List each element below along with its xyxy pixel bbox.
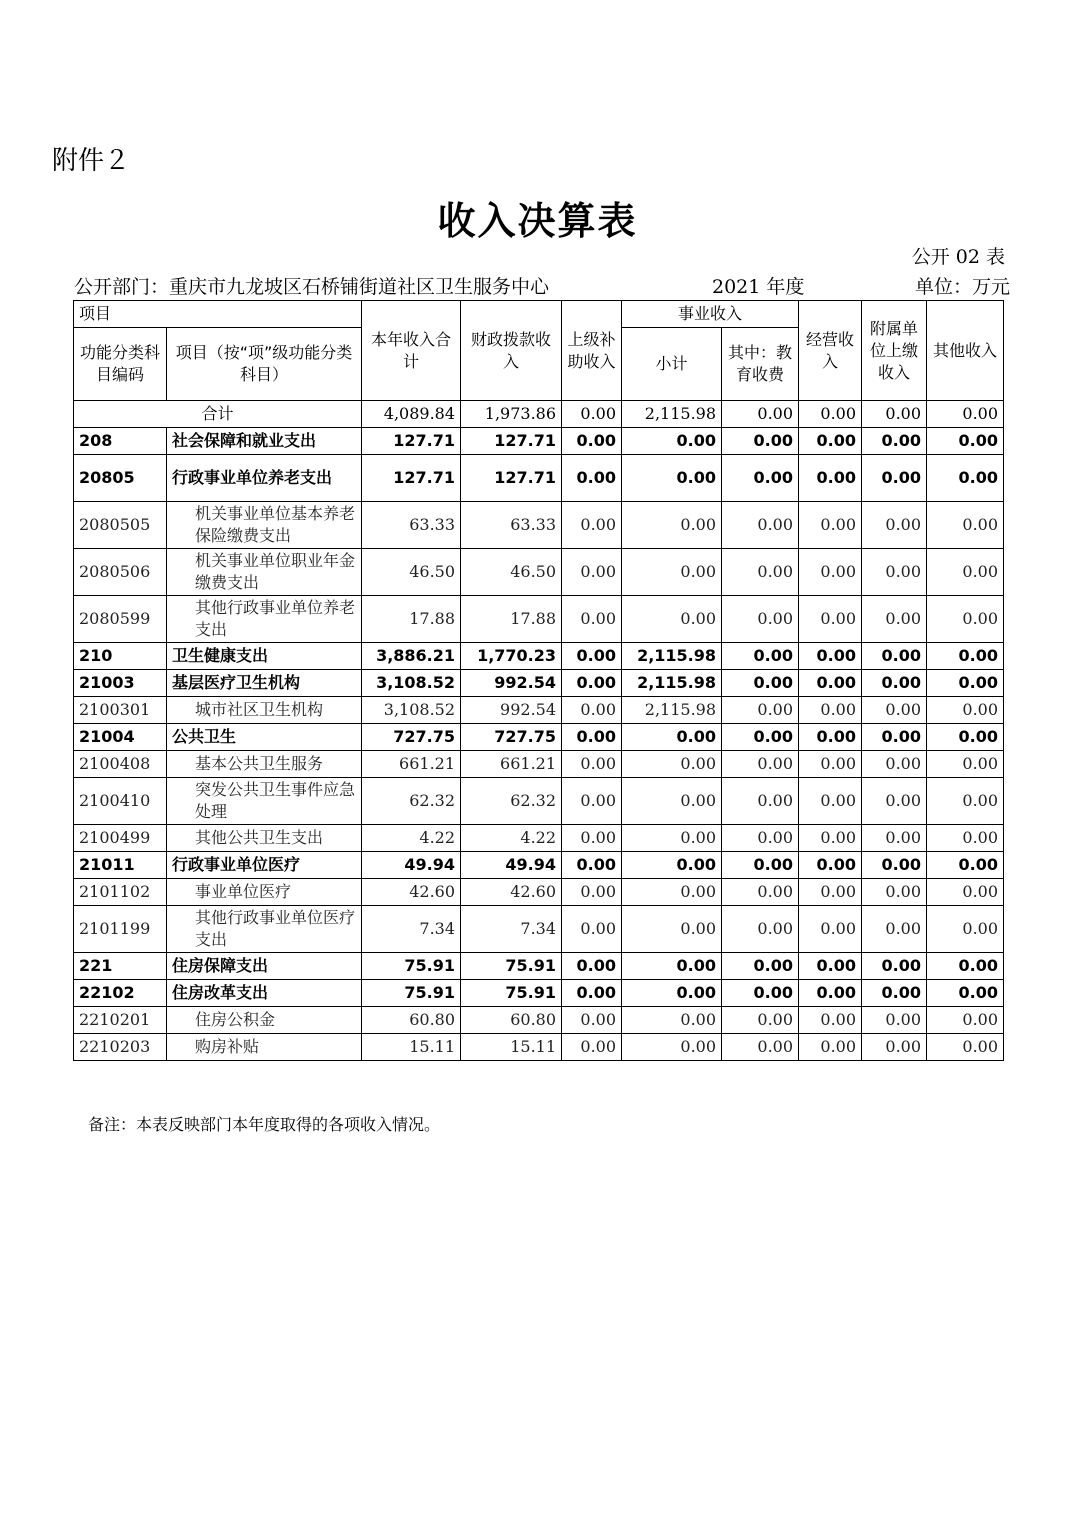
cell-business-subtotal: 0.00 [622,852,722,879]
cell-superior: 0.00 [562,953,622,980]
cell-superior: 0.00 [562,549,622,596]
cell-superior: 0.00 [562,825,622,852]
table-row [74,697,1004,724]
row-name: 其他行政事业单位养老支出 [167,596,362,643]
cell-other: 0.00 [927,1034,1004,1061]
row-code: 20805 [74,455,167,502]
cell-business-subtotal: 0.00 [622,879,722,906]
header-edu: 其中：教育收费 [722,328,799,401]
header-fiscal: 财政拨款收入 [461,301,562,401]
cell-fiscal: 60.80 [461,1007,562,1034]
table-row [74,825,1004,852]
row-name: 基层医疗卫生机构 [167,670,362,697]
cell-superior: 0.00 [562,852,622,879]
row-code: 2210203 [74,1034,167,1061]
cell-fiscal: 127.71 [461,455,562,502]
table-row [74,1034,1004,1061]
header-business: 事业收入 [622,301,799,328]
year-label: 2021 年度 [712,276,805,298]
cell-total: 4,089.84 [362,401,461,428]
row-code: 2100410 [74,778,167,825]
cell-superior: 0.00 [562,455,622,502]
row-name: 社会保障和就业支出 [167,428,362,455]
table-row [74,879,1004,906]
cell-business-subtotal: 2,115.98 [622,401,722,428]
cell-operating: 0.00 [799,906,862,953]
cell-business-subtotal: 0.00 [622,724,722,751]
cell-fiscal: 49.94 [461,852,562,879]
cell-other: 0.00 [927,697,1004,724]
row-code: 21011 [74,852,167,879]
cell-edu: 0.00 [722,697,799,724]
cell-edu: 0.00 [722,643,799,670]
cell-total: 127.71 [362,455,461,502]
cell-total: 727.75 [362,724,461,751]
cell-edu: 0.00 [722,596,799,643]
row-name: 机关事业单位职业年金缴费支出 [167,549,362,596]
cell-operating: 0.00 [799,670,862,697]
cell-fiscal: 992.54 [461,697,562,724]
row-name: 突发公共卫生事件应急处理 [167,778,362,825]
cell-fiscal: 75.91 [461,980,562,1007]
row-code: 2080506 [74,549,167,596]
header-total: 本年收入合计 [362,301,461,401]
cell-superior: 0.00 [562,906,622,953]
cell-fiscal: 62.32 [461,778,562,825]
footnote: 备注：本表反映部门本年度取得的各项收入情况。 [88,1115,441,1134]
cell-edu: 0.00 [722,751,799,778]
cell-edu: 0.00 [722,1034,799,1061]
cell-edu: 0.00 [722,455,799,502]
cell-affiliated: 0.00 [862,670,927,697]
cell-fiscal: 15.11 [461,1034,562,1061]
cell-business-subtotal: 2,115.98 [622,643,722,670]
cell-other: 0.00 [927,401,1004,428]
unit-label: 单位：万元 [914,276,1010,298]
header-name: 项目（按“项”级功能分类科目） [167,328,362,401]
cell-fiscal: 1,973.86 [461,401,562,428]
cell-business-subtotal: 2,115.98 [622,697,722,724]
row-code: 210 [74,643,167,670]
table-row [74,953,1004,980]
row-name: 公共卫生 [167,724,362,751]
cell-other: 0.00 [927,953,1004,980]
cell-affiliated: 0.00 [862,697,927,724]
cell-operating: 0.00 [799,1034,862,1061]
cell-fiscal: 4.22 [461,825,562,852]
cell-affiliated: 0.00 [862,953,927,980]
cell-affiliated: 0.00 [862,751,927,778]
row-code: 21003 [74,670,167,697]
cell-other: 0.00 [927,455,1004,502]
cell-operating: 0.00 [799,455,862,502]
cell-affiliated: 0.00 [862,596,927,643]
row-code: 21004 [74,724,167,751]
table-row [74,401,1004,428]
cell-fiscal: 75.91 [461,953,562,980]
cell-operating: 0.00 [799,549,862,596]
cell-business-subtotal: 0.00 [622,953,722,980]
cell-affiliated: 0.00 [862,428,927,455]
header-other: 其他收入 [927,301,1004,401]
row-name: 卫生健康支出 [167,643,362,670]
row-name: 事业单位医疗 [167,879,362,906]
row-name: 行政事业单位医疗 [167,852,362,879]
row-code: 208 [74,428,167,455]
cell-total: 7.34 [362,906,461,953]
cell-business-subtotal: 0.00 [622,778,722,825]
cell-fiscal: 661.21 [461,751,562,778]
row-name: 购房补贴 [167,1034,362,1061]
cell-superior: 0.00 [562,778,622,825]
cell-total: 46.50 [362,549,461,596]
cell-edu: 0.00 [722,906,799,953]
cell-superior: 0.00 [562,879,622,906]
cell-operating: 0.00 [799,879,862,906]
cell-operating: 0.00 [799,852,862,879]
cell-superior: 0.00 [562,1034,622,1061]
cell-other: 0.00 [927,879,1004,906]
table-body [74,401,1004,1061]
cell-total: 3,886.21 [362,643,461,670]
cell-total: 4.22 [362,825,461,852]
row-name: 城市社区卫生机构 [167,697,362,724]
row-code: 2101102 [74,879,167,906]
cell-edu: 0.00 [722,428,799,455]
cell-other: 0.00 [927,825,1004,852]
row-code: 2101199 [74,906,167,953]
cell-affiliated: 0.00 [862,1007,927,1034]
row-name: 其他行政事业单位医疗支出 [167,906,362,953]
table-row [74,596,1004,643]
cell-superior: 0.00 [562,670,622,697]
table-row [74,724,1004,751]
cell-total: 75.91 [362,953,461,980]
cell-affiliated: 0.00 [862,643,927,670]
cell-affiliated: 0.00 [862,549,927,596]
cell-business-subtotal: 0.00 [622,502,722,549]
cell-business-subtotal: 0.00 [622,825,722,852]
cell-business-subtotal: 0.00 [622,428,722,455]
header-affiliated: 附属单位上缴收入 [862,301,927,401]
form-code: 公开 02 表 [911,246,1005,268]
cell-total: 63.33 [362,502,461,549]
row-name: 住房公积金 [167,1007,362,1034]
cell-affiliated: 0.00 [862,455,927,502]
cell-fiscal: 1,770.23 [461,643,562,670]
cell-fiscal: 727.75 [461,724,562,751]
cell-business-subtotal: 0.00 [622,980,722,1007]
cell-business-subtotal: 0.00 [622,906,722,953]
cell-total: 661.21 [362,751,461,778]
cell-total: 127.71 [362,428,461,455]
cell-edu: 0.00 [722,778,799,825]
table-row [74,428,1004,455]
cell-affiliated: 0.00 [862,980,927,1007]
table-row [74,549,1004,596]
cell-superior: 0.00 [562,596,622,643]
cell-total: 3,108.52 [362,697,461,724]
cell-fiscal: 7.34 [461,906,562,953]
cell-business-subtotal: 0.00 [622,1007,722,1034]
cell-other: 0.00 [927,596,1004,643]
header-operating: 经营收入 [799,301,862,401]
table-row [74,670,1004,697]
cell-fiscal: 992.54 [461,670,562,697]
row-name: 基本公共卫生服务 [167,751,362,778]
cell-superior: 0.00 [562,980,622,1007]
cell-operating: 0.00 [799,643,862,670]
header-superior: 上级补助收入 [562,301,622,401]
cell-affiliated: 0.00 [862,1034,927,1061]
row-code: 2100499 [74,825,167,852]
row-code: 2100301 [74,697,167,724]
attachment-label: 附件２ [52,146,131,176]
cell-operating: 0.00 [799,751,862,778]
cell-business-subtotal: 0.00 [622,549,722,596]
cell-edu: 0.00 [722,724,799,751]
cell-edu: 0.00 [722,825,799,852]
cell-other: 0.00 [927,778,1004,825]
cell-affiliated: 0.00 [862,401,927,428]
row-code: 22102 [74,980,167,1007]
cell-operating: 0.00 [799,825,862,852]
cell-other: 0.00 [927,724,1004,751]
cell-total: 49.94 [362,852,461,879]
table-row [74,980,1004,1007]
row-name: 机关事业单位基本养老保险缴费支出 [167,502,362,549]
cell-total: 42.60 [362,879,461,906]
table-row [74,455,1004,502]
cell-edu: 0.00 [722,502,799,549]
cell-other: 0.00 [927,643,1004,670]
cell-operating: 0.00 [799,1007,862,1034]
header-project: 项目 [74,301,362,328]
table-row [74,751,1004,778]
cell-total: 3,108.52 [362,670,461,697]
table-row [74,852,1004,879]
cell-total: 17.88 [362,596,461,643]
table-row [74,1007,1004,1034]
row-code: 2100408 [74,751,167,778]
cell-edu: 0.00 [722,980,799,1007]
cell-total: 75.91 [362,980,461,1007]
page-title: 收入决算表 [437,198,638,243]
cell-other: 0.00 [927,980,1004,1007]
cell-business-subtotal: 0.00 [622,596,722,643]
cell-affiliated: 0.00 [862,724,927,751]
cell-operating: 0.00 [799,697,862,724]
cell-fiscal: 42.60 [461,879,562,906]
cell-superior: 0.00 [562,502,622,549]
cell-superior: 0.00 [562,1007,622,1034]
cell-affiliated: 0.00 [862,502,927,549]
cell-operating: 0.00 [799,428,862,455]
cell-affiliated: 0.00 [862,778,927,825]
row-code: 2080599 [74,596,167,643]
cell-affiliated: 0.00 [862,879,927,906]
cell-total: 15.11 [362,1034,461,1061]
row-name: 住房保障支出 [167,953,362,980]
cell-fiscal: 127.71 [461,428,562,455]
cell-operating: 0.00 [799,502,862,549]
cell-superior: 0.00 [562,697,622,724]
row-code: 2210201 [74,1007,167,1034]
cell-operating: 0.00 [799,953,862,980]
cell-edu: 0.00 [722,401,799,428]
row-name: 住房改革支出 [167,980,362,1007]
header-subtotal: 小计 [622,328,722,401]
cell-total: 62.32 [362,778,461,825]
income-table [73,300,1004,1061]
cell-operating: 0.00 [799,980,862,1007]
department-label: 公开部门：重庆市九龙坡区石桥铺街道社区卫生服务中心 [74,276,550,298]
cell-other: 0.00 [927,502,1004,549]
cell-affiliated: 0.00 [862,852,927,879]
row-code: 2080505 [74,502,167,549]
cell-edu: 0.00 [722,879,799,906]
cell-other: 0.00 [927,549,1004,596]
cell-operating: 0.00 [799,596,862,643]
cell-other: 0.00 [927,852,1004,879]
table-row [74,643,1004,670]
meta-line [74,272,1010,300]
cell-edu: 0.00 [722,670,799,697]
cell-superior: 0.00 [562,751,622,778]
cell-total: 60.80 [362,1007,461,1034]
cell-fiscal: 46.50 [461,549,562,596]
cell-edu: 0.00 [722,953,799,980]
cell-fiscal: 17.88 [461,596,562,643]
cell-other: 0.00 [927,1007,1004,1034]
row-name: 合计 [74,401,362,428]
cell-operating: 0.00 [799,724,862,751]
cell-other: 0.00 [927,670,1004,697]
header-code: 功能分类科目编码 [74,328,167,401]
cell-business-subtotal: 0.00 [622,751,722,778]
table-row [74,778,1004,825]
cell-business-subtotal: 0.00 [622,455,722,502]
cell-operating: 0.00 [799,401,862,428]
cell-edu: 0.00 [722,1007,799,1034]
cell-other: 0.00 [927,428,1004,455]
cell-other: 0.00 [927,906,1004,953]
cell-operating: 0.00 [799,778,862,825]
cell-edu: 0.00 [722,549,799,596]
cell-superior: 0.00 [562,643,622,670]
cell-business-subtotal: 0.00 [622,1034,722,1061]
cell-affiliated: 0.00 [862,906,927,953]
cell-fiscal: 63.33 [461,502,562,549]
table-row [74,906,1004,953]
cell-other: 0.00 [927,751,1004,778]
table-row [74,502,1004,549]
cell-superior: 0.00 [562,428,622,455]
cell-superior: 0.00 [562,401,622,428]
cell-affiliated: 0.00 [862,825,927,852]
cell-superior: 0.00 [562,724,622,751]
row-name: 其他公共卫生支出 [167,825,362,852]
cell-business-subtotal: 2,115.98 [622,670,722,697]
row-code: 221 [74,953,167,980]
row-name: 行政事业单位养老支出 [167,455,362,502]
cell-edu: 0.00 [722,852,799,879]
